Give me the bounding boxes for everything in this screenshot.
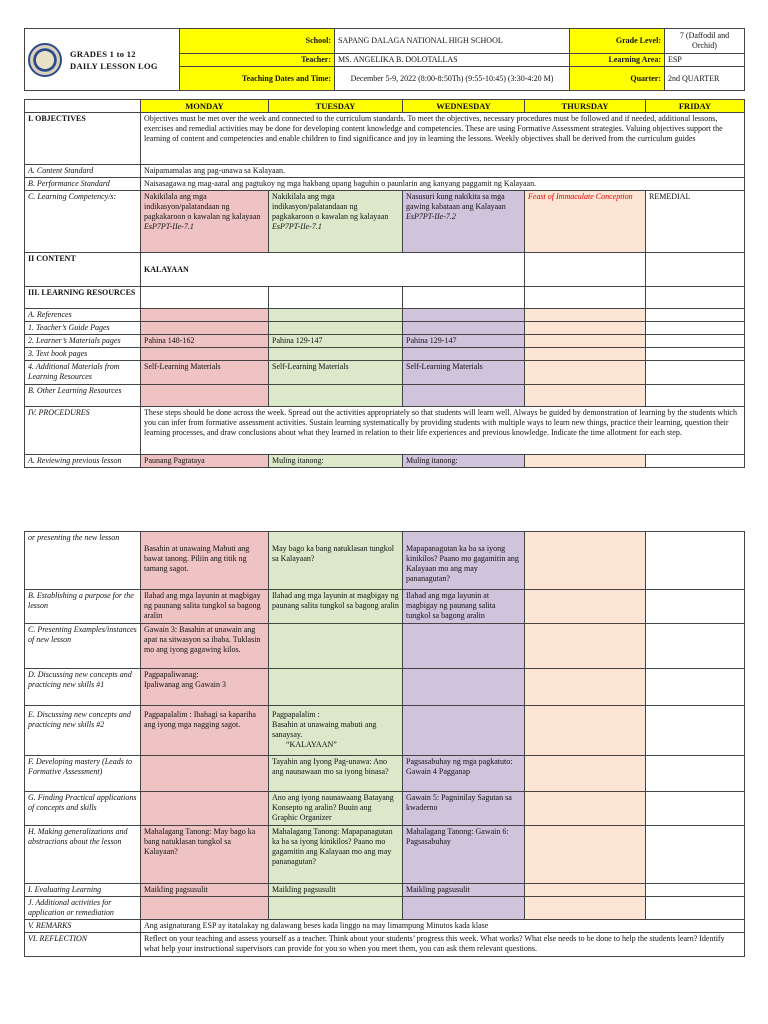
objectives-text: Objectives must be met over the week and connected to the curriculum standards. To meet the objectives, necessary procedures must be followed and if needed, additional lessons, exercises and remedial activities may be done for developing content knowledge and competencies. These are using Formative Assessment strategies. Valuing objectives support the learning of content and competencies and enable children to find significance and joy in learning the lessons. Weekly objectives shall be derived from the curriculum guides [141, 113, 745, 165]
document-title [70, 48, 158, 72]
lm-wednesday: Pahina 129-147 [403, 335, 525, 348]
lesson-table-page-2 [24, 531, 745, 957]
learners-materials-label: 2. Learner’s Materials pages [25, 335, 141, 348]
review-cont-monday: Basahin at unawaing Mabuti ang bawat tanong. Piliin ang titik ng tamang sagot. [141, 532, 269, 590]
review-wednesday: Muling itanong: [403, 455, 525, 468]
header-logo-cell [25, 29, 180, 91]
review-cont-label: or presenting the new lesson [25, 532, 141, 590]
discuss-2-monday: Pagpapalalim : Ibahagi sa kapariha ang iyong mga nagging sagot. [141, 706, 269, 756]
additional-activities-label: J. Additional activities for application or remediation [25, 897, 141, 920]
evaluating-label: I. Evaluating Learning [25, 884, 141, 897]
quarter-value: 2nd QUARTER [665, 67, 745, 91]
purpose-monday: Ilahad ang mga layunin at magbigay ng paunang salita tungkol sa bagong aralin [141, 590, 269, 624]
quarter-label: Quarter: [570, 67, 665, 91]
competency-wednesday [403, 191, 525, 253]
content-label: II CONTENT [25, 253, 141, 287]
performance-standard-label: B. Performance Standard [25, 178, 141, 191]
reflection-label: VI. REFLECTION [25, 933, 141, 957]
lm-monday: Pahina 148-162 [141, 335, 269, 348]
competency-monday-code: EsP7PT-IIe-7.1 [144, 222, 194, 231]
discuss-1-monday [141, 669, 269, 706]
review-label: A. Reviewing previous lesson [25, 455, 141, 468]
day-header-row [25, 100, 745, 113]
competency-tuesday-code: EsP7PT-IIe-7.1 [272, 222, 322, 231]
purpose-tuesday: Ilahad ang mga layunin at magbigay ng paunang salita tungkol sa bagong aralin [269, 590, 403, 624]
discuss-2-tuesday-line-1: Pagpapalalim : [272, 710, 320, 719]
additional-tuesday: Self-Learning Materials [269, 361, 403, 385]
content-standard-text: Naipamamalas ang pag-unawa sa Kalayaan. [141, 165, 745, 178]
teacher-value: MS. ANGELIKA B. DOLOTALLAS [335, 54, 570, 67]
procedures-label: IV. PROCEDURES [25, 407, 141, 455]
dates-value: December 5-9, 2022 (8:00-8:50Th) (9:55-10:45) (3:30-4:20 M) [335, 67, 570, 91]
review-monday: Paunang Pagtataya [141, 455, 269, 468]
discuss-2-label: E. Discussing new concepts and practicing new skills #2 [25, 706, 141, 756]
discuss-2-tuesday-line-2: Basahin at unawaing mabuti ang sanaysay. [272, 720, 377, 739]
review-tuesday: Muling itanong: [269, 455, 403, 468]
performance-standard-text: Naisasagawa ng mag-aaral ang pagtukoy ng mga hakbang upang baguhin o paunlarin ang kanyang paggamit ng Kalayaan. [141, 178, 745, 191]
examples-monday: Gawain 3: Basahin at unawain ang apat na sitwasyon sa ibaba. Tuklasin mo ang iyong gagawing kilos. [141, 624, 269, 669]
grade-value: 7 (Daffodil and Orchid) [665, 29, 745, 54]
day-monday: MONDAY [141, 100, 269, 113]
lesson-log-page-2 [24, 531, 744, 957]
competency-tuesday [269, 191, 403, 253]
evaluating-wednesday: Maikling pagsusulit [403, 884, 525, 897]
title-line-2: DAILY LESSON LOG [70, 60, 158, 71]
content-standard-label: A. Content Standard [25, 165, 141, 178]
lesson-table-page-1 [24, 99, 745, 468]
remarks-text: Ang asignaturang ESP ay itatalakay ng dalawang beses kada linggo na may limampung Minutos kada klase [141, 920, 745, 933]
review-cont-wednesday: Mapapanagutan ka ba sa iyong kinikilos? Paano mo gagamitin ang Kalayaan mo ang may pananagutan? [403, 532, 525, 590]
day-wednesday: WEDNESDAY [403, 100, 525, 113]
discuss-1-monday-line-2: Ipaliwanag ang Gawain 3 [144, 680, 226, 689]
applications-label: G. Finding Practical applications of concepts and skills [25, 792, 141, 826]
additional-monday: Self-Learning Materials [141, 361, 269, 385]
area-value: ESP [665, 54, 745, 67]
discuss-1-monday-line-1: Pagpapaliwanag: [144, 670, 199, 679]
teacher-label: Teacher: [180, 54, 335, 67]
teachers-guide-label: 1. Teacher’s Guide Pages [25, 322, 141, 335]
mastery-label: F. Developing mastery (Leads to Formative Assessment) [25, 756, 141, 792]
title-line-1: GRADES 1 to 12 [70, 48, 136, 59]
competency-monday [141, 191, 269, 253]
competency-wednesday-text: Nasusuri kung nakikita sa mga gawing kabataan ang Kalayaan [406, 192, 506, 211]
textbook-label: 3. Text book pages [25, 348, 141, 361]
purpose-wednesday: Ilahad ang mga layunin at magbigay ng paunang salita tungkol sa bagong aralin [403, 590, 525, 624]
reflection-text: Reflect on your teaching and assess yourself as a teacher. Think about your students’ progress this week. What works? What else needs to be done to help the students learn? Identify what help your instructional supervisors can provide for you so when you meet them, you can ask them relevant questions. [141, 933, 745, 957]
competency-wednesday-code: EsP7PT-IIe-7.2 [406, 212, 456, 221]
competency-label: C. Learning Competency/s: [25, 191, 141, 253]
evaluating-monday: Maikling pagsusulit [141, 884, 269, 897]
evaluating-tuesday: Maikling pagsusulit [269, 884, 403, 897]
procedures-text: These steps should be done across the week. Spread out the activities appropriately so that students will learn well. Always be guided by demonstration of learning by the students which you can infer from formative assessment activities. Sustain learning systematically by providing students with multiple ways to learn new things, practice their learning, question their learning processes, and draw conclusions about what they learned in relation to their life experiences and previous knowledge. Indicate the time allotment for each step. [141, 407, 745, 455]
additional-wednesday: Self-Learning Materials [403, 361, 525, 385]
generalizations-wednesday: Mahalagang Tanong: Gawain 6: Pagsasabuhay [403, 826, 525, 884]
day-friday: FRIDAY [646, 100, 745, 113]
resources-label: III. LEARNING RESOURCES [25, 287, 141, 309]
day-tuesday: TUESDAY [269, 100, 403, 113]
review-cont-tuesday: May bago ka bang natuklasan tungkol sa Kalayaan? [269, 532, 403, 590]
mastery-wednesday: Pagsasabuhay ng mga pagkatuto: Gawain 4 Pagganap [403, 756, 525, 792]
area-label: Learning Area: [570, 54, 665, 67]
content-text: KALAYAAN [141, 253, 525, 287]
examples-label: C. Presenting Examples/instances of new lesson [25, 624, 141, 669]
competency-friday: REMEDIAL [646, 191, 745, 253]
discuss-2-tuesday [269, 706, 403, 756]
day-thursday: THURSDAY [525, 100, 646, 113]
applications-wednesday: Gawain 5: Pagninilay Sagutan sa kwaderno [403, 792, 525, 826]
other-resources-label: B. Other Learning Resources [25, 385, 141, 407]
mastery-tuesday: Tayahin ang Iyong Pag-unawa: Ano ang naunawaan mo sa iyong binasa? [269, 756, 403, 792]
generalizations-label: H. Making generalizations and abstractions about the lesson [25, 826, 141, 884]
discuss-1-label: D. Discussing new concepts and practicing new skills #1 [25, 669, 141, 706]
additional-materials-label: 4. Additional Materials from Learning Resources [25, 361, 141, 385]
dates-label: Teaching Dates and Time: [180, 67, 335, 91]
generalizations-monday: Mahalagang Tanong: May bago ka bang natuklasan tungkol sa Kalayaan? [141, 826, 269, 884]
school-label: School: [180, 29, 335, 54]
competency-tuesday-text: Nakikilala ang mga indikasyon/palatandaan ng pagkakaroon o kawalan ng kalayaan [272, 192, 389, 221]
header-table [24, 28, 745, 91]
deped-seal-icon [28, 43, 62, 77]
discuss-2-tuesday-line-3: “KALAYAAN” [286, 740, 337, 749]
purpose-label: B. Establishing a purpose for the lesson [25, 590, 141, 624]
references-label: A. References [25, 309, 141, 322]
lm-tuesday: Pahina 129-147 [269, 335, 403, 348]
lesson-log-page-1 [24, 28, 744, 468]
applications-tuesday: Ano ang iyong naunawaang Batayang Konsepto ng aralin? Buuin ang Graphic Organizer [269, 792, 403, 826]
school-value: SAPANG DALAGA NATIONAL HIGH SCHOOL [335, 29, 570, 54]
competency-monday-text: Nakikilala ang mga indikasyon/palatandaan ng pagkakaroon o kawalan ng kalayaan [144, 192, 261, 221]
generalizations-tuesday: Mahalagang Tanong: Mapapanagutan ka ba sa iyong kinikilos? Paano mo gagamitin ang Kalayaan mo ang may pananagutan? [269, 826, 403, 884]
competency-thursday: Feast of Immaculate Conception [525, 191, 646, 253]
remarks-label: V. REMARKS [25, 920, 141, 933]
objectives-label: I. OBJECTIVES [25, 113, 141, 165]
grade-label: Grade Level: [570, 29, 665, 54]
